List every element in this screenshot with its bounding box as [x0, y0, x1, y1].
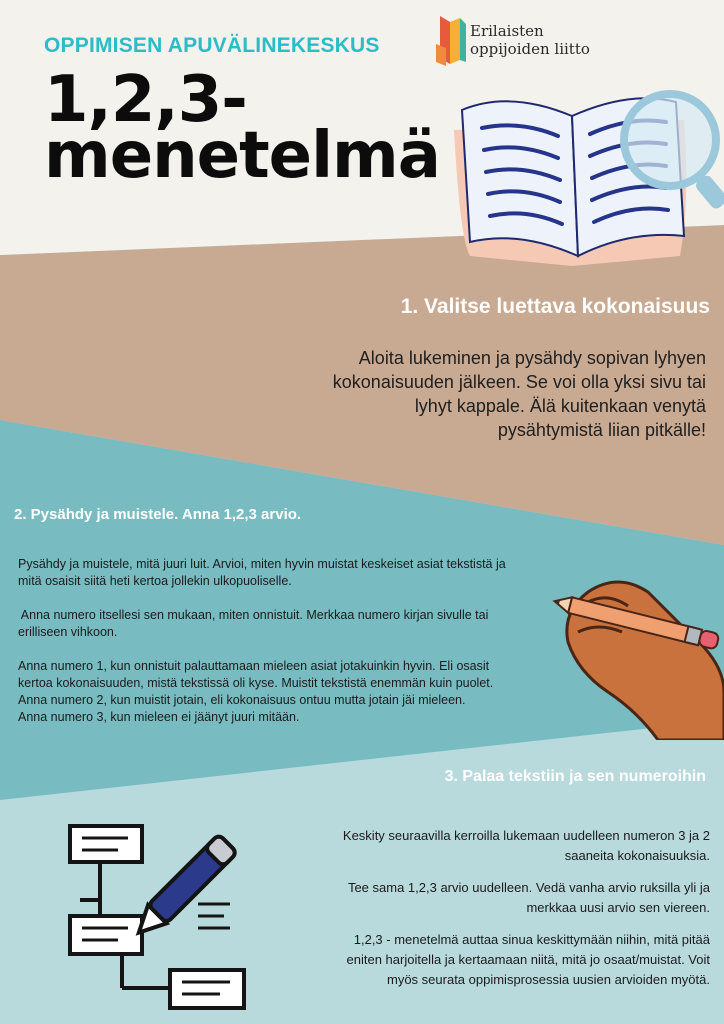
section-3-line: myös seurata oppimisprosessia uusien arvioiden myötä.: [387, 972, 710, 987]
section-1-heading: 1. Valitse luettava kokonaisuus: [400, 295, 710, 318]
section-2-heading: 2. Pysähdy ja muistele. Anna 1,2,3 arvio.: [14, 506, 302, 523]
section-3-line: Keskity seuraavilla kerroilla lukemaan uudelleen numeron 3 ja 2: [342, 828, 710, 843]
section-2-paragraph-3: [18, 658, 558, 726]
section-3-line: eniten harjoitella ja kertaamaan niitä, mitä jo osaat/muistat. Voit: [346, 952, 710, 967]
organization-kicker: OPPIMISEN APUVÄLINEKESKUS: [44, 34, 380, 57]
hand-pencil-icon: [548, 572, 724, 740]
section-1-line: pysähtymistä liian pitkälle!: [497, 420, 706, 440]
section-2-line: Anna numero itsellesi sen mukaan, miten onnistuit. Merkkaa numero kirjan sivulle tai: [18, 608, 489, 622]
section-2-line: Pysähdy ja muistele, mitä juuri luit. Arvioi, miten hyvin muistat keskeiset asiat tekstistä ja: [18, 557, 506, 571]
section-3-line: 1,2,3 - menetelmä auttaa sinua keskittymään niihin, mitä pitää: [353, 932, 710, 947]
title-line-2: menetelmä: [44, 119, 440, 193]
section-2-line: erilliseen vihkoon.: [18, 625, 118, 639]
section-2-paragraph-2: [18, 607, 558, 641]
section-2-line: kertoa kokonaisuuden, mistä tekstissä oli kyse. Muistit tekstistä enemmän kuin puolet.: [18, 676, 494, 690]
section-2-text: [18, 556, 558, 743]
page-title: [44, 63, 440, 193]
section-1-text: [306, 346, 706, 442]
section-1-line: Aloita lukeminen ja pysähdy sopivan lyhyen: [358, 348, 706, 368]
section-2-line: Anna numero 2, kun muistit jotain, eli kokonaisuus ontuu mutta jotain jäi mieleen.: [18, 693, 466, 707]
section-3-heading: 3. Palaa tekstiin ja sen numeroihin: [444, 768, 706, 785]
section-1-line: kokonaisuuden jälkeen. Se voi olla yksi sivu tai: [332, 372, 706, 392]
section-2-line: Anna numero 3, kun mieleen ei jäänyt juuri mitään.: [18, 710, 300, 724]
section-3-line: saaneita kokonaisuuksia.: [564, 848, 710, 863]
section-1-line: lyhyt kappale. Älä kuitenkaan venytä: [414, 396, 706, 416]
section-3-line: merkkaa uusi arvio sen viereen.: [526, 900, 710, 915]
section-3-paragraph-3: [260, 930, 710, 990]
section-2-paragraph-1: [18, 556, 558, 590]
open-book-magnifier-icon: [440, 80, 724, 270]
section-3-text: [260, 826, 710, 1002]
section-2-line: mitä osaisit siitä heti kertoa jollekin ulkopuoliselle.: [18, 574, 292, 588]
section-3-paragraph-2: [260, 878, 710, 918]
flowchart-pen-icon: [62, 818, 252, 1014]
logo-line-1: Erilaisten: [470, 22, 544, 40]
logo-text: [470, 22, 590, 58]
logo-line-2: oppijoiden liitto: [470, 40, 590, 58]
section-3-paragraph-1: [260, 826, 710, 866]
title-line-1: 1,2,3-: [44, 63, 247, 137]
section-3-line: Tee sama 1,2,3 arvio uudelleen. Vedä vanha arvio ruksilla yli ja: [347, 880, 710, 895]
section-2-line: Anna numero 1, kun onnistuit palauttamaan mieleen asiat jotakuinkin hyvin. Eli osasit: [18, 659, 490, 673]
